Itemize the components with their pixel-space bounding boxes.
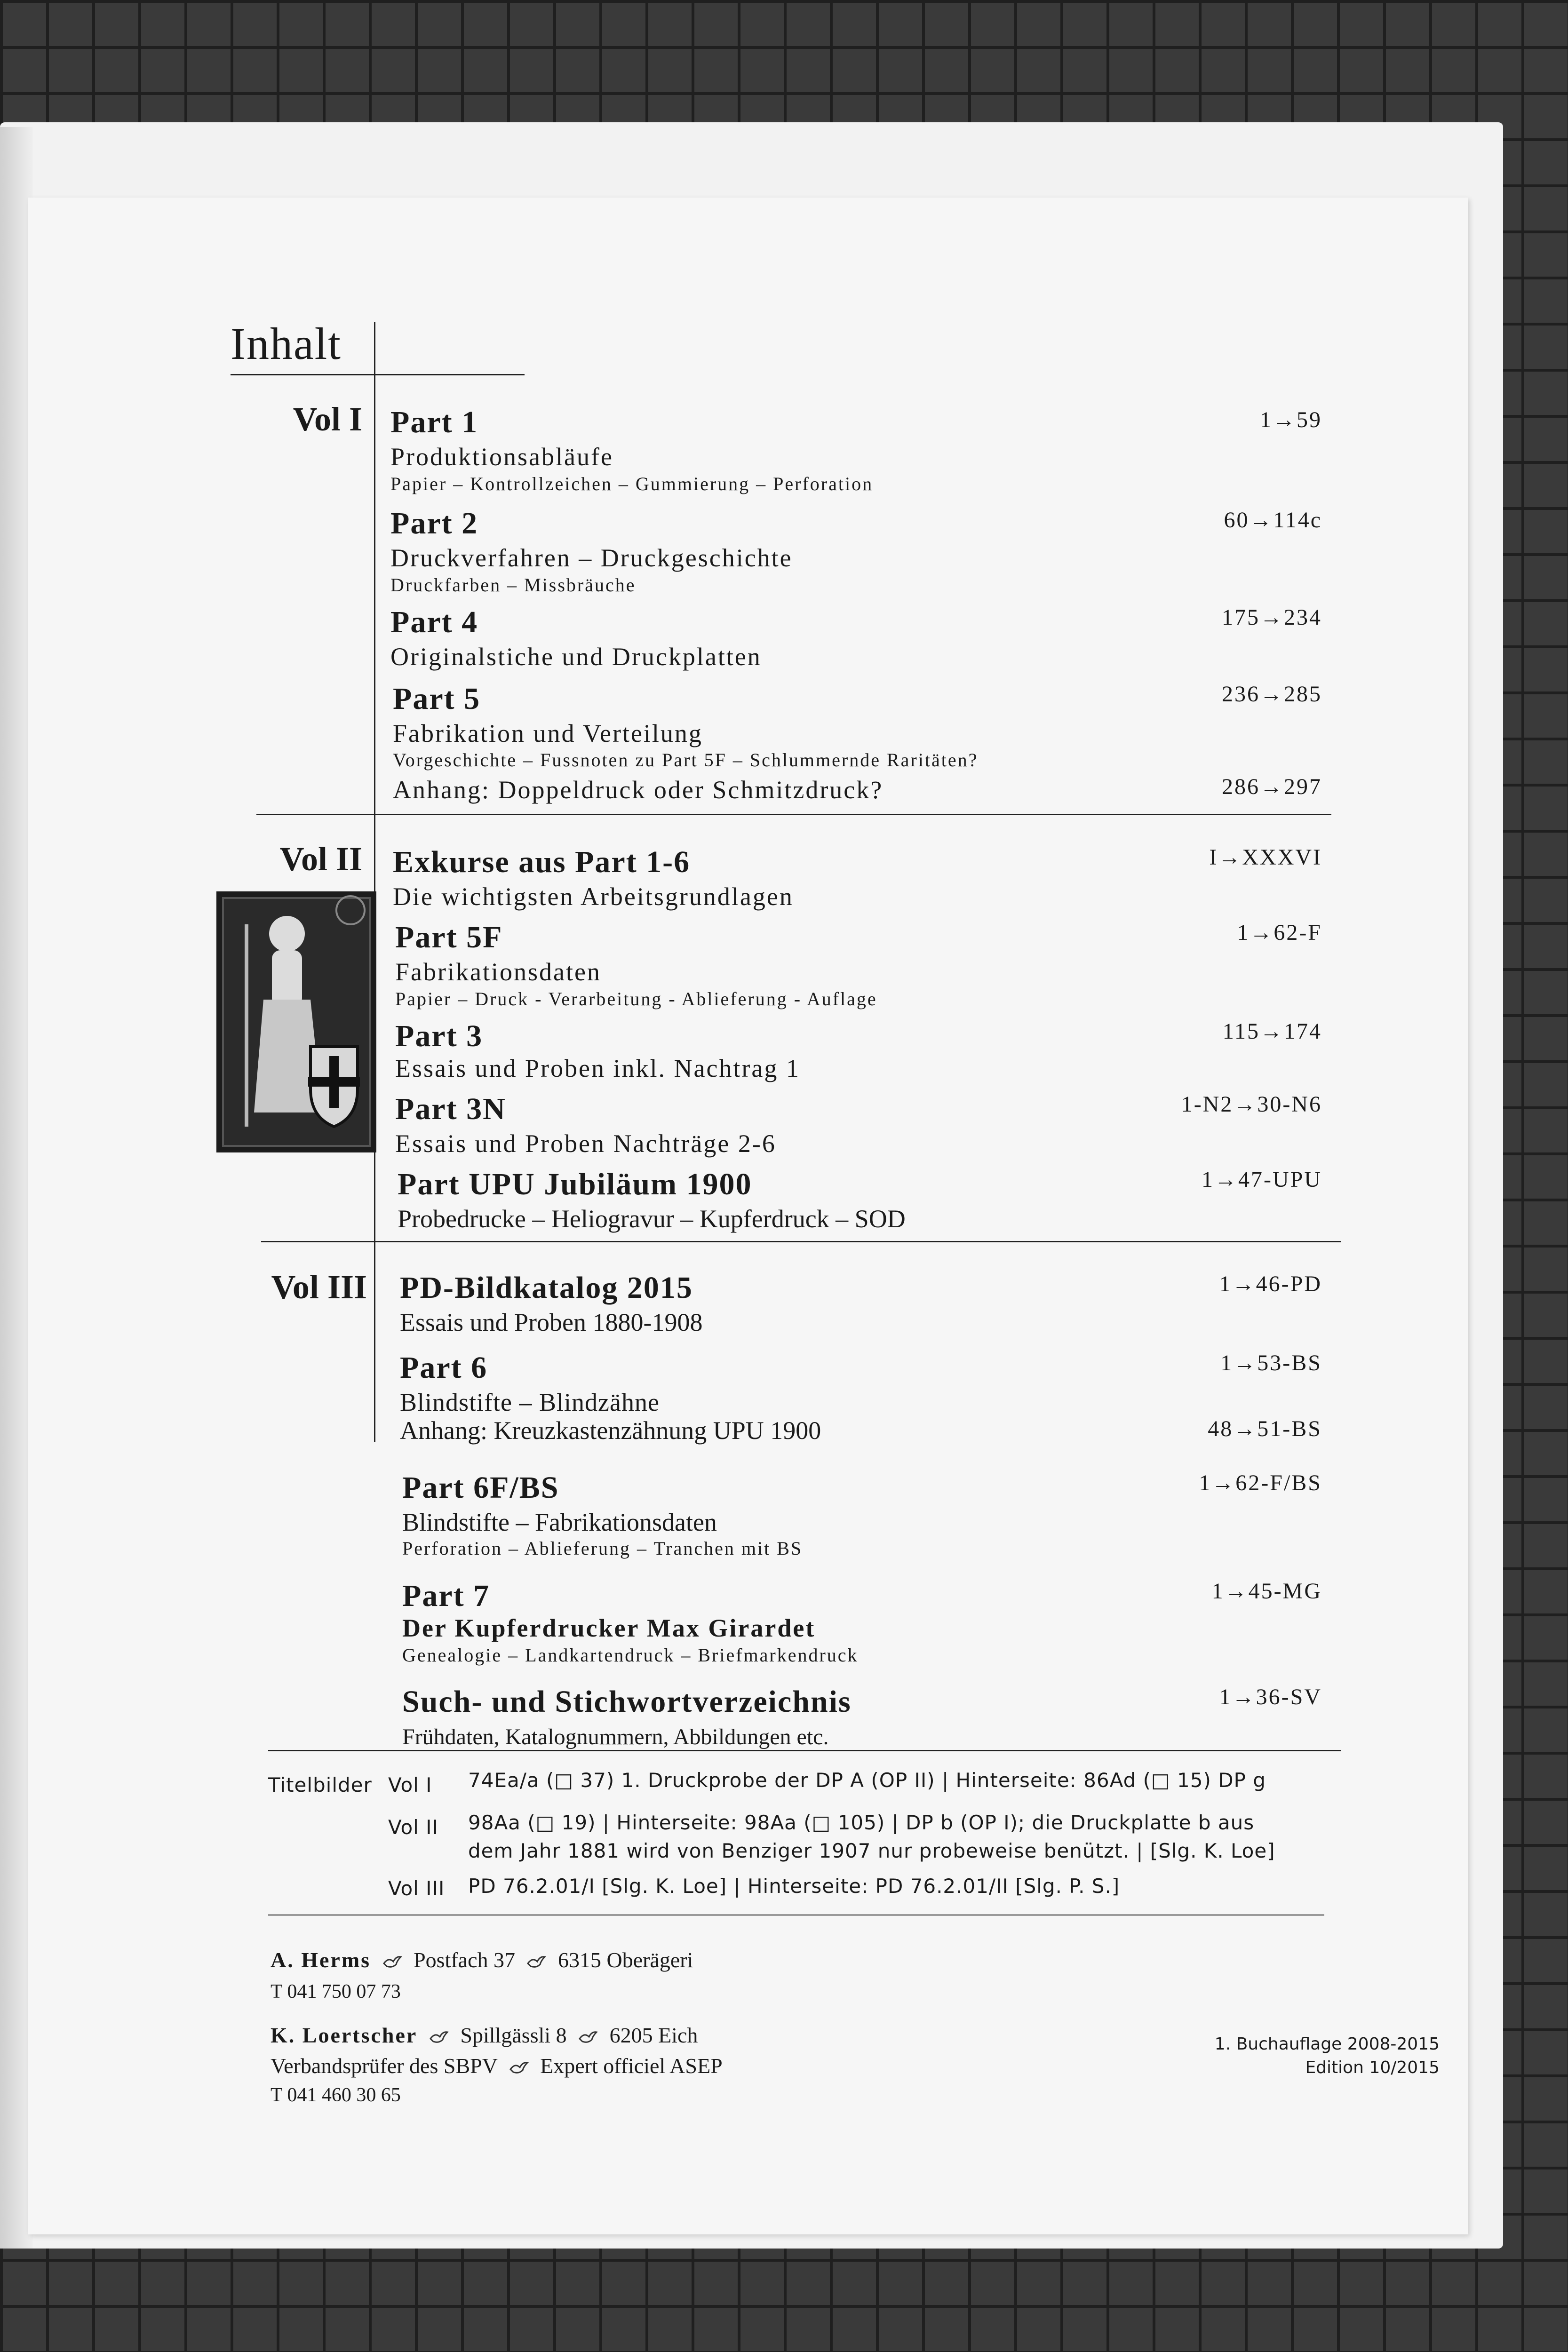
vol3-pd-sub: Essais und Proben 1880-1908 [400, 1308, 703, 1336]
vol2-part5f-range: 1→62-F [1237, 920, 1322, 945]
vol1-part1-range: 1→59 [1260, 407, 1322, 432]
contact-herms-line [271, 1947, 693, 1972]
vol3-such-range: 1→36-SV [1219, 1685, 1322, 1709]
page-title: Inhalt [231, 318, 342, 369]
vol2-part3-title: Part 3 [395, 1019, 483, 1053]
vol3-part7-title: Part 7 [402, 1579, 490, 1613]
vol3-part7-range: 1→45-MG [1211, 1579, 1322, 1604]
vol1-part1-title: Part 1 [390, 405, 478, 439]
contact-herms-name: A. Herms [271, 1948, 371, 1972]
vol1-part2-detail: Druckfarben – Missbräuche [390, 574, 636, 596]
vol1-anhang-range: 286→297 [1222, 774, 1322, 799]
vol2-part3n-title: Part 3N [395, 1092, 506, 1126]
vol3-part6f-range: 1→62-F/BS [1199, 1470, 1322, 1495]
contact-loe-roles [271, 2053, 723, 2078]
vol2-upu-sub: Probedrucke – Heliogravur – Kupferdruck – SOD [398, 1205, 906, 1233]
dove-icon [429, 2029, 449, 2045]
contact-loe-line [271, 2023, 698, 2048]
vol3-pd-title: PD-Bildkatalog 2015 [400, 1271, 693, 1305]
vol1-anhang: Anhang: Doppeldruck oder Schmitzdruck? [393, 776, 883, 804]
contact-herms-city: 6315 Oberägeri [557, 1948, 693, 1972]
title-underline [231, 374, 525, 375]
contact-loe-role2: Expert officiel ASEP [540, 2054, 723, 2078]
dove-icon [578, 2029, 598, 2045]
helvetia-stamp-image [216, 891, 376, 1152]
vol1-part2-title: Part 2 [390, 506, 478, 540]
vol2-part3-range: 115→174 [1222, 1019, 1322, 1044]
vertical-divider [374, 322, 375, 1442]
titelbilder-vol2-line2: dem Jahr 1881 wird von Benziger 1907 nur probeweise benützt. | [Slg. K. Loe] [468, 1839, 1275, 1862]
titelbilder-vol2-label: Vol II [388, 1816, 438, 1839]
edition-line1: 1. Buchauflage 2008-2015 [1214, 2034, 1440, 2054]
contact-herms-address: Postfach 37 [414, 1948, 515, 1972]
vol2-upu-title: Part UPU Jubiläum 1900 [398, 1167, 752, 1201]
vol2-part3-sub: Essais und Proben inkl. Nachtrag 1 [395, 1054, 800, 1082]
vol1-part2-range: 60→114c [1224, 508, 1322, 532]
vol3-label: Vol III [271, 1268, 367, 1306]
titelbilder-vol3-text: PD 76.2.01/I [Slg. K. Loe] | Hinterseite: PD 76.2.01/II [Slg. P. S.] [468, 1875, 1120, 1898]
contact-loe-role1: Verbandsprüfer des SBPV [271, 2054, 498, 2078]
vol3-pd-range: 1→46-PD [1219, 1271, 1322, 1296]
vol1-part5-sub: Fabrikation und Verteilung [393, 719, 703, 747]
titelbilder-vol2-line1: 98Aa (□ 19) | Hinterseite: 98Aa (□ 105) | DP b (OP I); die Druckplatte b aus [468, 1811, 1255, 1834]
vol3-part7-detail: Genealogie – Landkartendruck – Briefmarkendruck [402, 1645, 859, 1666]
edition-line2: Edition 10/2015 [1305, 2058, 1440, 2077]
contact-loe-tel: T 041 460 30 65 [271, 2084, 401, 2106]
vol3-part6-sub: Blindstifte – Blindzähne [400, 1388, 660, 1416]
vol3-such-sub: Frühdaten, Katalognummern, Abbildungen etc. [402, 1724, 829, 1749]
vol2-divider [261, 1241, 1341, 1242]
vol1-part4-title: Part 4 [390, 605, 478, 639]
vol1-divider [256, 814, 1331, 815]
vol3-part6-anhang-range: 48→51-BS [1208, 1416, 1322, 1441]
vol2-part5f-detail: Papier – Druck - Verarbeitung - Ablieferung - Auflage [395, 988, 877, 1009]
vol3-part6f-sub: Blindstifte – Fabrikationsdaten [402, 1508, 717, 1536]
vol3-part6-anhang: Anhang: Kreuzkastenzähnung UPU 1900 [400, 1416, 821, 1445]
vol3-such-title: Such- und Stichwortverzeichnis [402, 1685, 852, 1719]
contact-loe-address: Spillgässli 8 [460, 2023, 567, 2047]
titelbilder-vol3-label: Vol III [388, 1877, 445, 1900]
vol1-part4-sub: Originalstiche und Druckplatten [390, 643, 762, 671]
contact-herms-tel: T 041 750 07 73 [271, 1981, 401, 2002]
vol1-part5-detail: Vorgeschichte – Fussnoten zu Part 5F – Schlummernde Raritäten? [393, 749, 979, 771]
titelbilder-label: Titelbilder [268, 1773, 372, 1796]
vol1-label: Vol I [293, 400, 362, 438]
vol1-part5-title: Part 5 [393, 682, 481, 716]
vol3-divider [268, 1750, 1341, 1751]
vol2-label: Vol II [279, 840, 362, 878]
vol2-part3n-range: 1-N2→30-N6 [1181, 1092, 1322, 1117]
vol2-part5f-sub: Fabrikationsdaten [395, 958, 601, 986]
vol2-part5f-title: Part 5F [395, 920, 503, 954]
dove-icon [382, 1954, 403, 1970]
vol1-part1-detail: Papier – Kontrollzeichen – Gummierung – Perforation [390, 473, 874, 494]
contents-page [28, 198, 1468, 2234]
titelbilder-vol1-text: 74Ea/a (□ 37) 1. Druckprobe der DP A (OP II) | Hinterseite: 86Ad (□ 15) DP g [468, 1769, 1266, 1792]
contact-loe-name: K. Loertscher [271, 2023, 418, 2047]
vol2-exkurse-range: I→XXXVI [1209, 845, 1322, 870]
vol2-exkurse-sub: Die wichtigsten Arbeitsgrundlagen [393, 882, 794, 911]
vol2-part3n-sub: Essais und Proben Nachträge 2-6 [395, 1129, 776, 1158]
vol1-part1-sub: Produktionsabläufe [390, 443, 613, 471]
vol3-part7-sub: Der Kupferdrucker Max Girardet [402, 1614, 816, 1642]
dove-icon [526, 1954, 547, 1970]
vol3-part6f-detail: Perforation – Ablieferung – Tranchen mit BS [402, 1538, 803, 1559]
vol2-upu-range: 1→47-UPU [1201, 1167, 1322, 1192]
vol3-part6-range: 1→53-BS [1220, 1351, 1322, 1375]
contact-loe-city: 6205 Eich [609, 2023, 698, 2047]
vol1-part5-range: 236→285 [1222, 682, 1322, 707]
titelbilder-vol1-label: Vol I [388, 1773, 432, 1796]
vol2-exkurse-title: Exkurse aus Part 1-6 [393, 845, 691, 879]
vol3-part6f-title: Part 6F/BS [402, 1470, 559, 1505]
vol1-part4-range: 175→234 [1222, 605, 1322, 630]
dove-icon [509, 2060, 529, 2076]
vol1-part2-sub: Druckverfahren – Druckgeschichte [390, 544, 793, 572]
vol3-part6-title: Part 6 [400, 1351, 488, 1385]
